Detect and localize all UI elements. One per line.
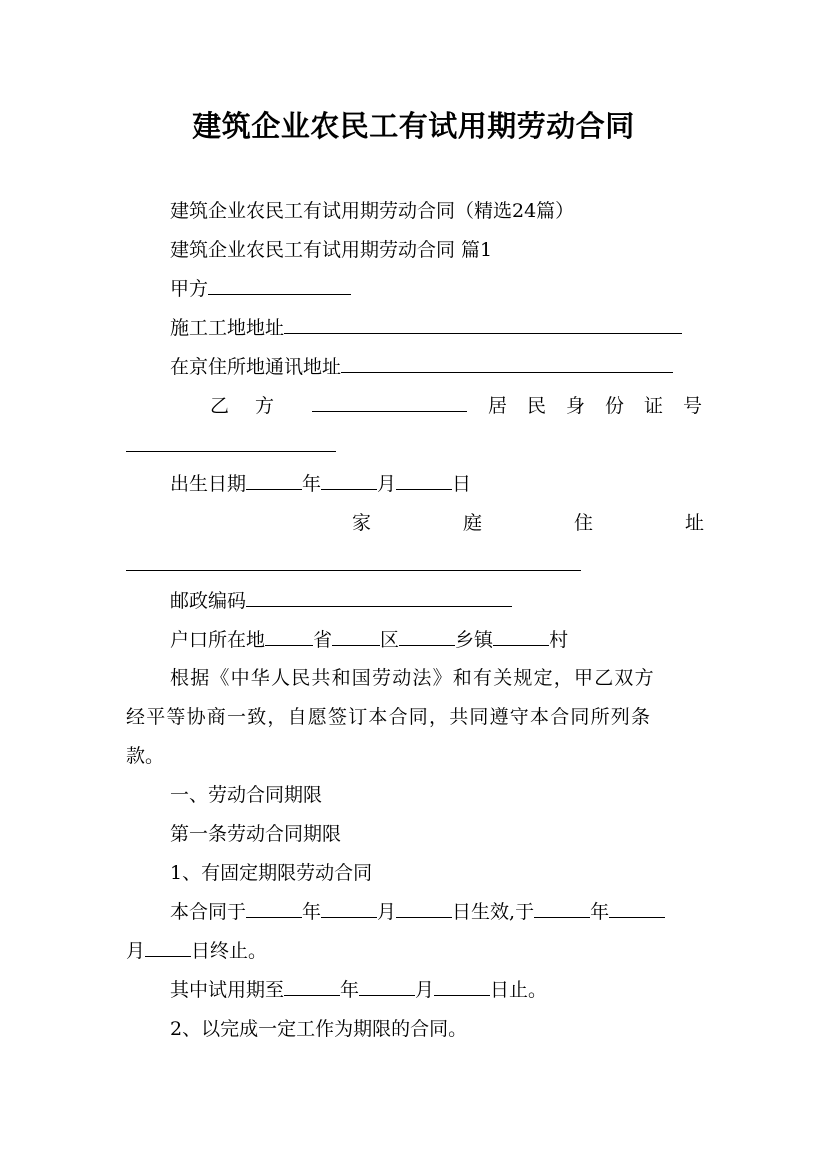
birth-date-line — [170, 471, 702, 497]
probation-label: 其中试用期至 — [170, 979, 285, 1001]
beijing-address-label: 在京住所地通讯地址 — [170, 356, 342, 378]
village-blank[interactable] — [493, 627, 549, 646]
hukou-label: 户口所在地 — [170, 629, 266, 651]
item-1-heading: 1、有固定期限劳动合同 — [170, 862, 373, 884]
village-unit: 村 — [549, 629, 569, 651]
probation-end-text: 日止。 — [490, 979, 548, 1001]
postal-code-blank[interactable] — [246, 588, 512, 607]
start-year-blank[interactable] — [246, 899, 302, 918]
province-blank[interactable] — [265, 627, 313, 646]
birth-year-blank[interactable] — [246, 471, 302, 490]
party-a-line — [170, 276, 702, 302]
hukou-line — [170, 627, 702, 653]
end-year-blank[interactable] — [534, 899, 590, 918]
start-month-blank[interactable] — [321, 899, 377, 918]
party-b-row — [210, 393, 722, 419]
probation-month-blank[interactable] — [359, 977, 415, 996]
beijing-address-line — [170, 354, 702, 380]
beijing-address-blank[interactable] — [341, 354, 673, 373]
effective-date-line — [170, 899, 702, 925]
home-address-line — [352, 510, 797, 536]
subtitle-line: 建筑企业农民工有试用期劳动合同（精选24篇） — [170, 200, 575, 222]
effective-label: 本合同于 — [170, 901, 247, 923]
end-month-blank-start[interactable] — [609, 899, 665, 918]
town-blank[interactable] — [399, 627, 455, 646]
end-day-blank[interactable] — [145, 938, 191, 957]
probation-year-blank[interactable] — [284, 977, 340, 996]
basis-paragraph-line-2: 经平等协商一致，自愿签订本合同，共同遵守本合同所列条 — [126, 706, 652, 728]
postal-code-line — [170, 588, 702, 614]
probation-year-unit: 年 — [340, 979, 360, 1001]
birth-month-blank[interactable] — [321, 471, 377, 490]
birth-day-blank[interactable] — [396, 471, 452, 490]
end-year-unit: 年 — [590, 901, 610, 923]
effective-mid-text: 日生效,于 — [452, 901, 535, 923]
party-a-blank[interactable] — [208, 276, 351, 295]
birth-date-label: 出生日期 — [170, 473, 247, 495]
id-number-blank[interactable] — [126, 451, 336, 452]
district-blank[interactable] — [332, 627, 380, 646]
id-number-label: 居民身份证号 — [487, 395, 722, 417]
party-b-blank[interactable] — [312, 393, 467, 412]
party-b-line — [210, 393, 722, 419]
probation-month-unit: 月 — [415, 979, 435, 1001]
probation-day-blank[interactable] — [434, 977, 490, 996]
town-unit: 乡镇 — [455, 629, 494, 651]
chapter-heading: 建筑企业农民工有试用期劳动合同 篇1 — [170, 239, 493, 261]
birth-year-unit: 年 — [302, 473, 322, 495]
site-address-blank[interactable] — [284, 315, 682, 334]
start-month-unit: 月 — [377, 901, 397, 923]
site-address-line — [170, 315, 702, 341]
birth-month-unit: 月 — [377, 473, 397, 495]
party-a-label: 甲方 — [170, 278, 209, 300]
province-unit: 省 — [313, 629, 333, 651]
end-month-unit: 月 — [126, 940, 146, 962]
birth-day-unit: 日 — [452, 473, 472, 495]
article-heading: 第一条劳动合同期限 — [170, 823, 342, 845]
site-address-label: 施工工地地址 — [170, 317, 285, 339]
district-unit: 区 — [380, 629, 400, 651]
item-2-heading: 2、以完成一定工作为期限的合同。 — [170, 1018, 468, 1040]
start-day-blank[interactable] — [396, 899, 452, 918]
terminate-text: 日终止。 — [191, 940, 268, 962]
document-title: 建筑企业农民工有试用期劳动合同 — [192, 109, 635, 143]
probation-line — [170, 977, 702, 1003]
basis-paragraph-line-1: 根据《中华人民共和国劳动法》和有关规定，甲乙双方 — [170, 667, 655, 689]
basis-paragraph-line-3: 款。 — [126, 745, 165, 767]
start-year-unit: 年 — [302, 901, 322, 923]
postal-code-label: 邮政编码 — [170, 590, 247, 612]
party-b-label: 乙方 — [210, 395, 301, 417]
home-address-label: 家庭住址 — [352, 512, 797, 534]
section-heading: 一、劳动合同期限 — [170, 784, 323, 806]
termination-line — [126, 938, 702, 964]
home-address-blank[interactable] — [126, 570, 581, 571]
